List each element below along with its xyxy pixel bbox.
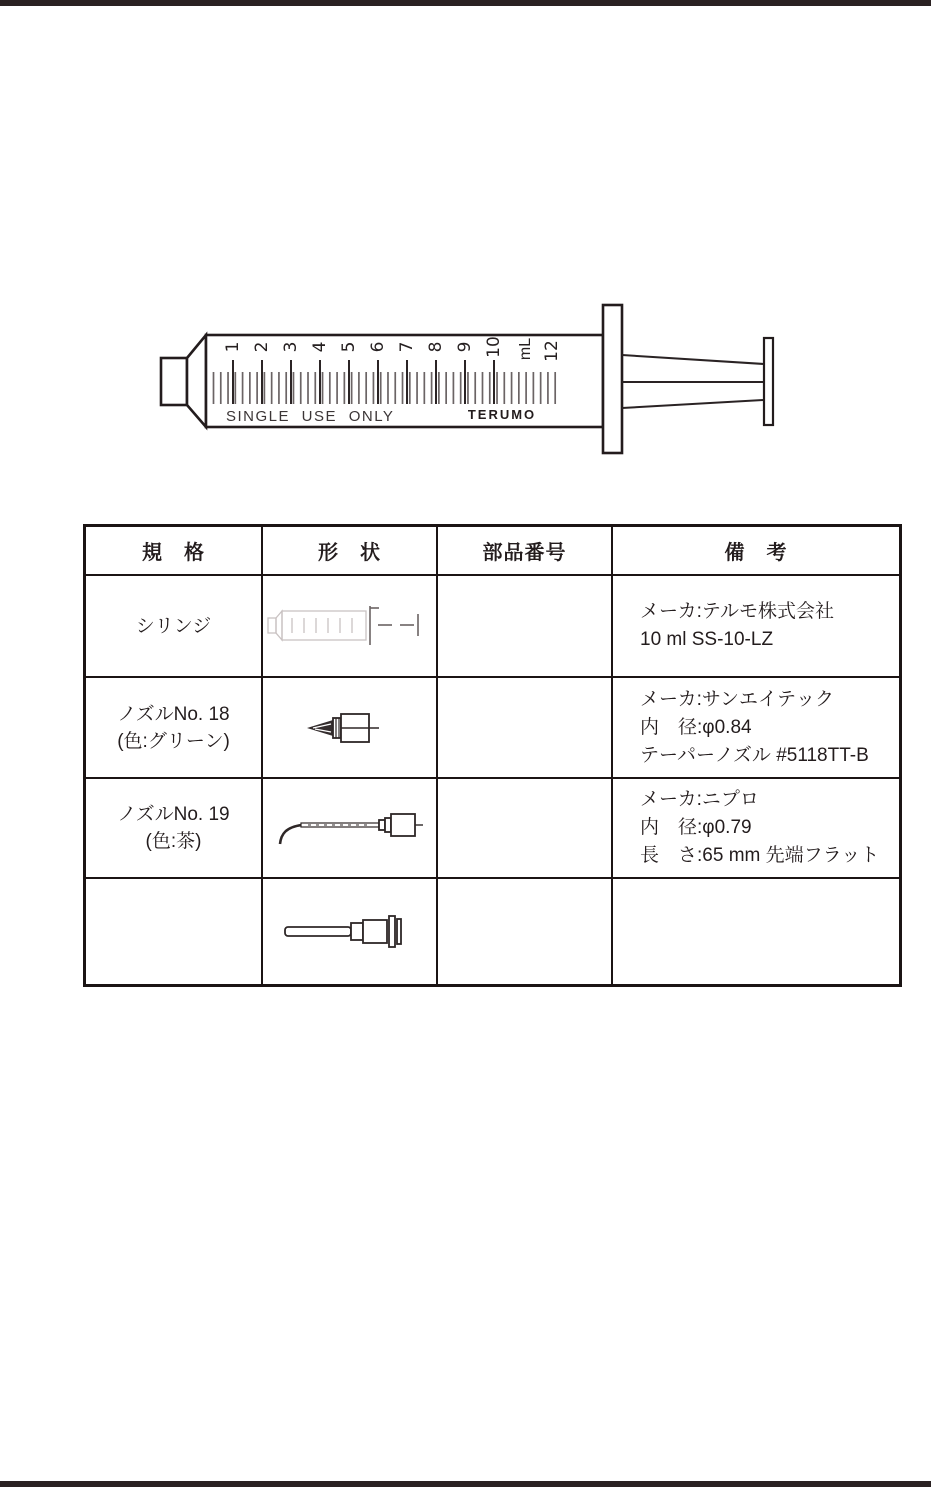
terumo-brand-text: TERUMO <box>467 407 537 422</box>
syringe-figure <box>158 298 778 458</box>
parts-table <box>83 524 902 987</box>
remark-line: 10 ml SS-10-LZ <box>640 629 774 650</box>
table-row-nozzle19-remarks <box>613 779 899 879</box>
header-shape-label: 形 状 <box>318 542 381 564</box>
spec-color-text: (色:グリーン) <box>117 730 230 752</box>
scale-label-7: 7 <box>397 341 417 353</box>
header-remarks-label: 備 考 <box>724 542 788 564</box>
table-row-nozzle18-spec <box>86 678 263 779</box>
table-row-nozzle18-part-number <box>438 678 613 779</box>
header-part-number-label: 部品番号 <box>482 542 567 564</box>
remark-line: テーパーノズル #5118TT-B <box>640 744 869 766</box>
page-top-rule <box>0 0 931 6</box>
remark-line: メーカ:サンエイテック <box>640 688 834 710</box>
header-part-number <box>438 527 613 576</box>
single-use-only-text: SINGLE USE ONLY <box>226 408 395 425</box>
header-spec-label: 規 格 <box>142 542 205 564</box>
spec-text: ノズルNo. 19 <box>117 804 230 825</box>
table-row-nozzle19-shape <box>263 779 438 879</box>
scale-label-2: 2 <box>252 341 272 353</box>
bent-needle-nozzle-icon <box>276 807 424 849</box>
straight-blunt-needle-icon <box>283 914 417 950</box>
table-row-syringe-spec <box>86 576 263 678</box>
scale-label-1: 1 <box>223 341 243 353</box>
table-row-syringe-remarks <box>613 576 899 678</box>
table-row-nozzle18-remarks <box>613 678 899 779</box>
tapered-nozzle-icon <box>305 705 395 751</box>
scale-label-6: 6 <box>368 341 388 353</box>
spec-text: シリンジ <box>135 615 212 637</box>
table-row-nozzle19-part-number <box>438 779 613 879</box>
header-shape <box>263 527 438 576</box>
spec-color-text: (色:茶) <box>145 831 202 852</box>
header-spec <box>86 527 263 576</box>
plunger-rod-bottom-edge <box>622 400 764 408</box>
table-row-nozzle18-shape <box>263 678 438 779</box>
remark-line: 長 さ:65 mm 先端フラット <box>640 845 880 866</box>
table-row-needle-spec <box>86 879 263 984</box>
table-row-syringe-part-number <box>438 576 613 678</box>
scale-label-3: 3 <box>281 341 301 353</box>
page-bottom-rule <box>0 1481 931 1487</box>
scale-unit-label: mL <box>517 337 534 361</box>
spec-text: ノズルNo. 18 <box>117 703 230 725</box>
table-row-nozzle19-spec <box>86 779 263 879</box>
table-row-needle-remarks <box>613 879 899 984</box>
scale-label-10: 10 <box>484 336 504 358</box>
remark-line: 内 径:φ0.84 <box>640 716 752 738</box>
syringe-shoulder <box>187 335 206 427</box>
scale-label-12: 12 <box>542 340 562 362</box>
scale-label-9: 9 <box>455 341 475 353</box>
header-remarks <box>613 527 899 576</box>
scale-label-5: 5 <box>339 341 359 353</box>
syringe-thumbnail-icon <box>266 602 434 650</box>
remark-line: 内 径:φ0.79 <box>640 817 752 838</box>
table-row-needle-part-number <box>438 879 613 984</box>
scale-label-4: 4 <box>310 341 330 353</box>
plunger-rod-top-edge <box>622 355 764 364</box>
scale-label-8: 8 <box>426 341 446 353</box>
plunger-thumb-rest <box>764 338 773 425</box>
plunger-flange <box>603 305 622 453</box>
table-row-needle-shape <box>263 879 438 984</box>
table-row-syringe-shape <box>263 576 438 678</box>
syringe-illustration <box>158 298 778 458</box>
remark-line: メーカ:ニプロ <box>640 789 759 810</box>
syringe-tip <box>161 358 187 405</box>
remark-line: メーカ:テルモ株式会社 <box>640 601 834 622</box>
